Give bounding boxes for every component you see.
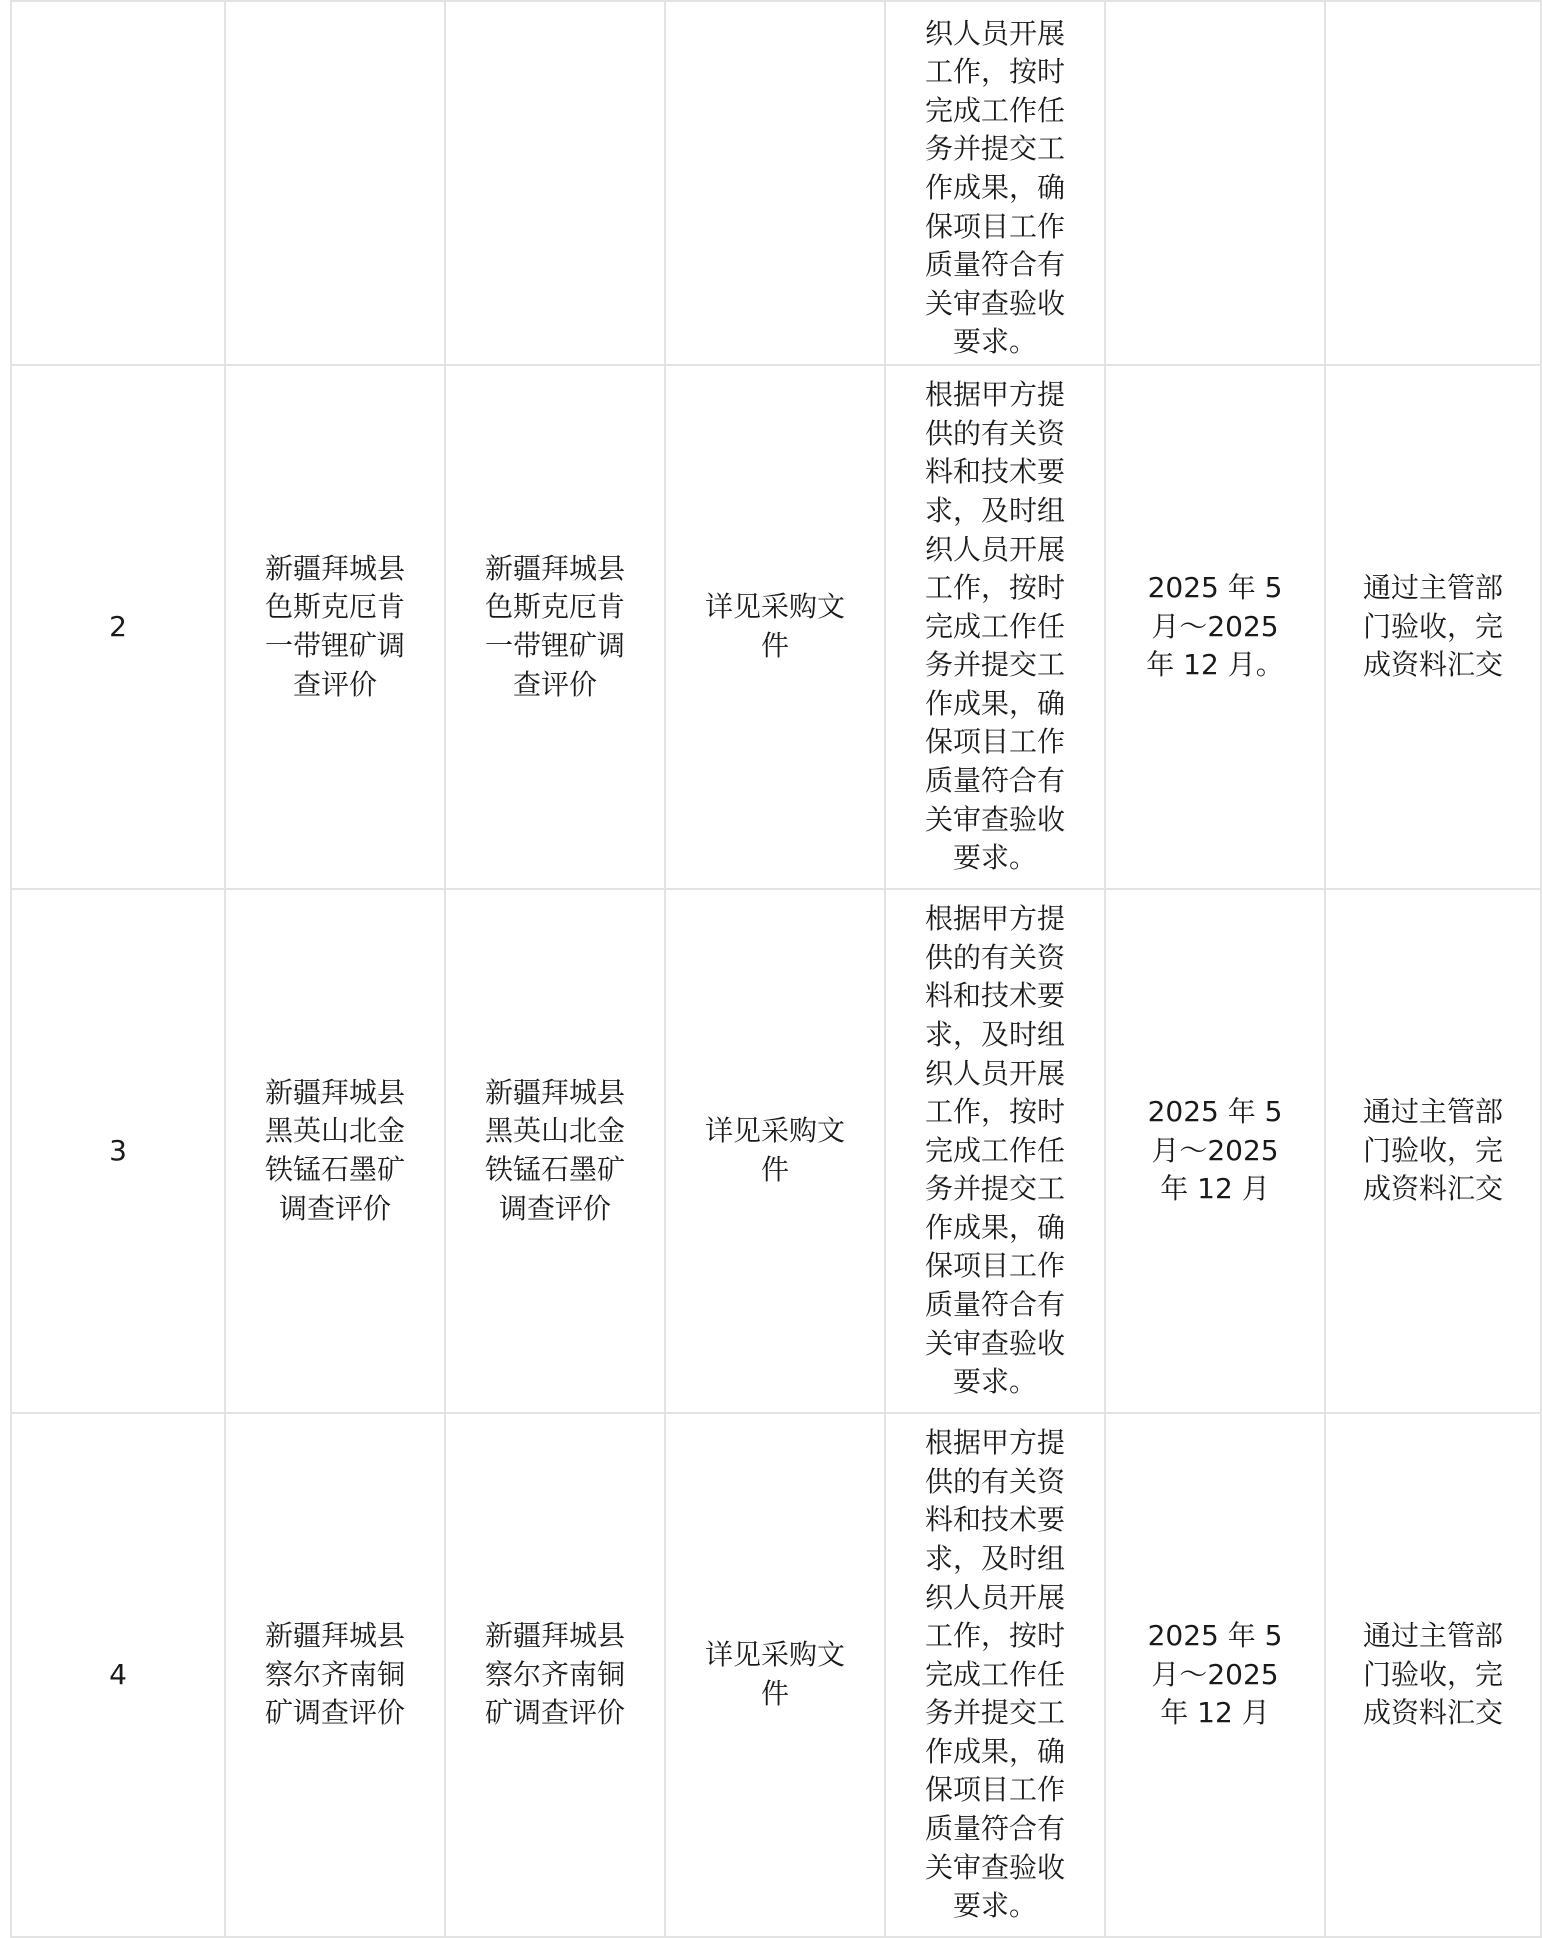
cell-text-line: 要求。	[952, 841, 1037, 875]
cell-text: 4	[109, 1657, 127, 1691]
cell-text-line: 成资料汇交	[1362, 1696, 1503, 1730]
cell-text-line: 通过主管部	[1362, 571, 1503, 605]
cell-text-line: 供的有关资	[924, 416, 1065, 450]
cell-text-line: 月～2025	[1151, 609, 1279, 643]
cell-requirement	[665, 1, 885, 365]
cell-text-line: 务并提交工	[924, 1696, 1065, 1730]
cell-requirement	[665, 1413, 885, 1937]
cell-no	[11, 889, 225, 1413]
cell-text-line: 作成果，确	[924, 686, 1065, 720]
cell-text-line: 一带锂矿调	[264, 629, 405, 662]
cell-text-line: 件	[760, 1677, 789, 1710]
table-row	[11, 1, 1541, 365]
cell-text-line: 完成工作任	[924, 93, 1065, 127]
cell-text-line: 务并提交工	[924, 648, 1065, 682]
cell-project-name	[225, 365, 445, 889]
cell-project-content	[445, 365, 665, 889]
cell-period	[1105, 1413, 1325, 1937]
cell-text-line: 关审查验收	[924, 286, 1065, 320]
cell-text-line: 求，及时组	[924, 493, 1065, 527]
cell-text-line: 求，及时组	[924, 1017, 1065, 1051]
cell-period	[1105, 889, 1325, 1413]
cell-text-line: 调查评价	[498, 1191, 611, 1225]
cell-text-line: 关审查验收	[924, 802, 1065, 836]
cell-text-line: 2025 年 5	[1147, 571, 1283, 605]
cell-text-line: 作成果，确	[924, 171, 1065, 205]
cell-text-line: 件	[760, 1153, 789, 1186]
cell-text-line: 查评价	[512, 667, 597, 701]
cell-text-line: 调查评价	[278, 1191, 391, 1225]
cell-text-line: 详见采购文	[704, 590, 845, 624]
cell-text-line: 工作，按时	[924, 571, 1065, 605]
cell-text-line: 成资料汇交	[1362, 1172, 1503, 1206]
cell-project-name	[225, 1, 445, 365]
cell-project-content	[445, 1413, 665, 1937]
cell-text-line: 保项目工作	[924, 725, 1065, 759]
cell-acceptance	[1325, 365, 1541, 889]
cell-text-line: 年 12 月	[1160, 1172, 1270, 1206]
cell-duty	[885, 1413, 1105, 1937]
cell-text-line: 新疆拜城县	[264, 1619, 405, 1653]
cell-text-line: 察尔齐南铜	[264, 1657, 405, 1691]
cell-text-line: 织人员开展	[924, 16, 1065, 50]
cell-text-line: 门验收，完	[1362, 1657, 1503, 1691]
cell-text-line: 料和技术要	[924, 455, 1065, 489]
table-row	[11, 1413, 1541, 1937]
cell-text-line: 完成工作任	[924, 1657, 1065, 1691]
cell-period	[1105, 365, 1325, 889]
cell-acceptance	[1325, 1413, 1541, 1937]
cell-text-line: 新疆拜城县	[264, 551, 405, 585]
cell-text-line: 月～2025	[1151, 1133, 1279, 1167]
cell-text-line: 铁锰石墨矿	[484, 1153, 625, 1186]
cell-requirement	[665, 889, 885, 1413]
cell-text-line: 要求。	[952, 1365, 1037, 1399]
cell-text-line: 通过主管部	[1362, 1095, 1503, 1129]
cell-no	[11, 1413, 225, 1937]
cell-text-line: 保项目工作	[924, 1249, 1065, 1283]
cell-text-line: 新疆拜城县	[484, 551, 625, 585]
cell-text-line: 工作，按时	[924, 1095, 1065, 1129]
cell-text-line: 完成工作任	[924, 1133, 1065, 1167]
cell-requirement	[665, 365, 885, 889]
cell-text-line: 质量符合有	[924, 248, 1065, 282]
cell-text-line: 质量符合有	[924, 1288, 1065, 1322]
cell-text-line: 务并提交工	[924, 132, 1065, 166]
cell-project-content	[445, 1, 665, 365]
cell-text-line: 色斯克厄肯	[484, 590, 625, 624]
cell-text-line: 年 12 月。	[1146, 648, 1284, 682]
cell-acceptance	[1325, 1, 1541, 365]
cell-text-line: 新疆拜城县	[484, 1075, 625, 1109]
cell-text-line: 门验收，完	[1362, 609, 1503, 643]
cell-text-line: 织人员开展	[924, 532, 1065, 566]
cell-text-line: 根据甲方提	[924, 1426, 1065, 1460]
cell-duty	[885, 365, 1105, 889]
cell-text-line: 要求。	[952, 1889, 1037, 1923]
cell-no	[11, 365, 225, 889]
cell-text-line: 保项目工作	[924, 1773, 1065, 1807]
project-table	[10, 0, 1542, 1938]
cell-text-line: 工作，按时	[924, 55, 1065, 89]
cell-text-line: 新疆拜城县	[484, 1619, 625, 1653]
cell-text-line: 求，及时组	[924, 1541, 1065, 1575]
cell-text-line: 2025 年 5	[1147, 1619, 1283, 1653]
cell-text-line: 质量符合有	[924, 764, 1065, 798]
cell-text-line: 务并提交工	[924, 1172, 1065, 1206]
cell-duty	[885, 1, 1105, 365]
cell-text-line: 通过主管部	[1362, 1619, 1503, 1653]
table-row	[11, 365, 1541, 889]
cell-no	[11, 1, 225, 365]
cell-text-line: 矿调查评价	[264, 1696, 405, 1730]
cell-text-line: 矿调查评价	[484, 1696, 625, 1730]
cell-text-line: 根据甲方提	[924, 378, 1065, 412]
cell-text-line: 料和技术要	[924, 1503, 1065, 1537]
cell-text-line: 保项目工作	[924, 209, 1065, 243]
cell-text-line: 根据甲方提	[924, 902, 1065, 936]
cell-text-line: 完成工作任	[924, 609, 1065, 643]
cell-text: 2	[109, 609, 127, 643]
cell-text-line: 详见采购文	[704, 1114, 845, 1148]
cell-project-name	[225, 889, 445, 1413]
cell-text-line: 织人员开展	[924, 1580, 1065, 1614]
cell-text-line: 工作，按时	[924, 1619, 1065, 1653]
cell-project-content	[445, 889, 665, 1413]
cell-text-line: 作成果，确	[924, 1210, 1065, 1244]
cell-text-line: 件	[760, 629, 789, 662]
cell-text-line: 黑英山北金	[264, 1114, 405, 1148]
cell-text-line: 门验收，完	[1362, 1133, 1503, 1167]
cell-text-line: 黑英山北金	[484, 1114, 625, 1148]
cell-text-line: 关审查验收	[924, 1326, 1065, 1360]
cell-text-line: 月～2025	[1151, 1657, 1279, 1691]
cell-text-line: 质量符合有	[924, 1812, 1065, 1846]
table-row	[11, 889, 1541, 1413]
cell-text: 3	[109, 1133, 127, 1167]
cell-text-line: 年 12 月	[1160, 1696, 1270, 1730]
cell-text-line: 成资料汇交	[1362, 648, 1503, 682]
cell-text-line: 供的有关资	[924, 1464, 1065, 1498]
cell-text-line: 供的有关资	[924, 940, 1065, 974]
cell-text-line: 新疆拜城县	[264, 1075, 405, 1109]
cell-text-line: 色斯克厄肯	[264, 590, 405, 624]
cell-text-line: 料和技术要	[924, 979, 1065, 1013]
cell-period	[1105, 1, 1325, 365]
cell-text-line: 织人员开展	[924, 1056, 1065, 1090]
cell-text-line: 要求。	[952, 325, 1037, 359]
cell-acceptance	[1325, 889, 1541, 1413]
cell-text-line: 察尔齐南铜	[484, 1657, 625, 1691]
cell-text-line: 作成果，确	[924, 1734, 1065, 1768]
cell-text-line: 查评价	[292, 667, 377, 701]
cell-text-line: 详见采购文	[704, 1638, 845, 1672]
cell-text-line: 关审查验收	[924, 1850, 1065, 1884]
cell-duty	[885, 889, 1105, 1413]
cell-text-line: 一带锂矿调	[484, 629, 625, 662]
cell-text-line: 铁锰石墨矿	[264, 1153, 405, 1186]
cell-project-name	[225, 1413, 445, 1937]
cell-text-line: 2025 年 5	[1147, 1095, 1283, 1129]
